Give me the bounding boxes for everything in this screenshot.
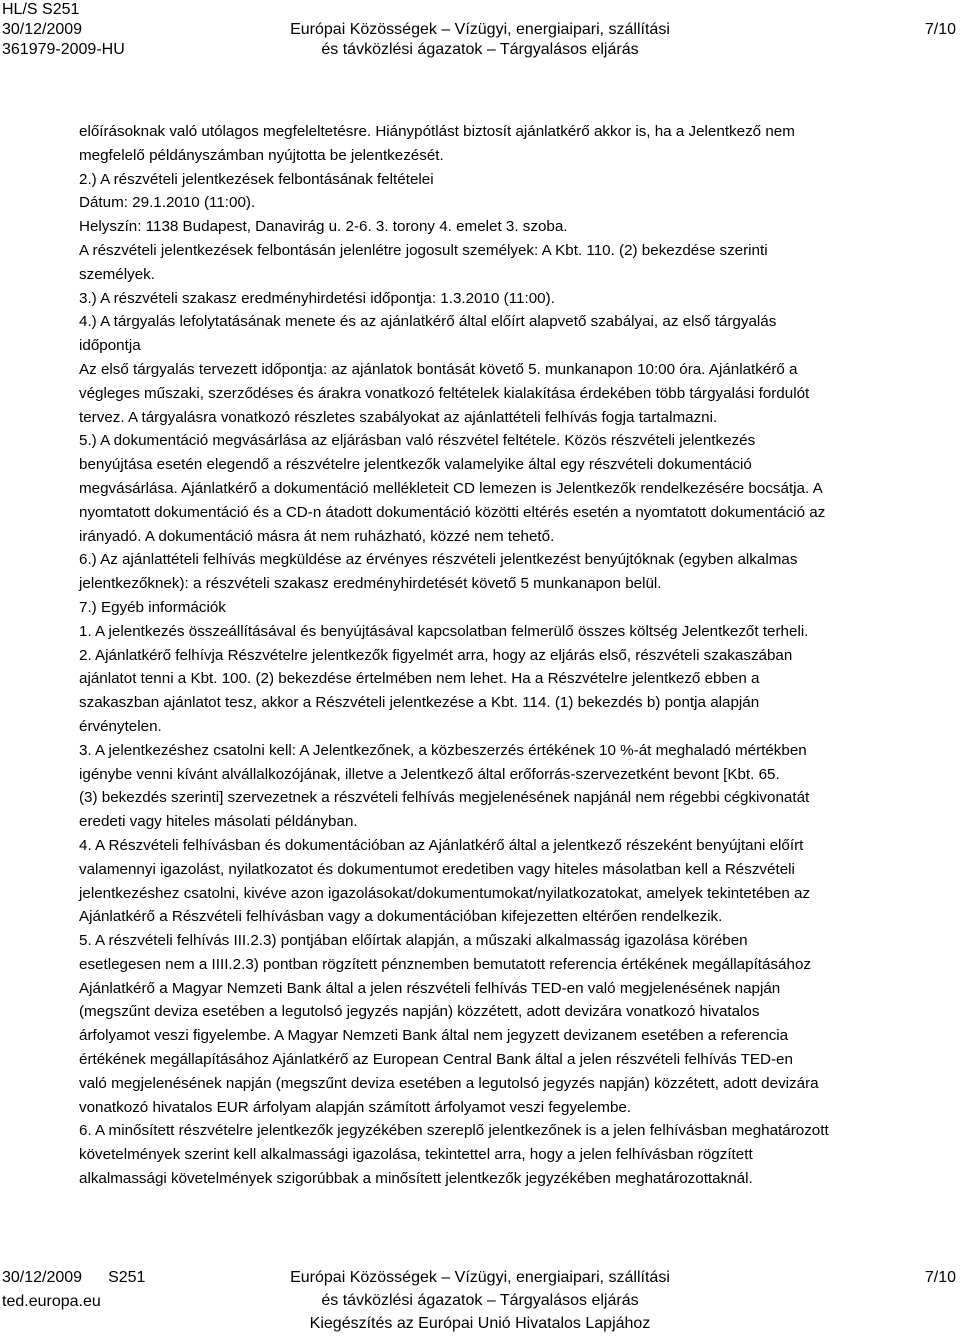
body-line: valamennyi igazolást, nyilatkozatot és dokumentumot eredetiben vagy hiteles másolatban kell a Részvételi xyxy=(79,860,795,878)
body-line: követelmények szerint kell alkalmassági igazolása, tekintettel arra, hogy a jelen felhívásban rögzített xyxy=(79,1146,753,1164)
body-line: Ajánlatkérő a Magyar Nemzeti Bank által a jelen részvételi felhívás TED-en való megjelenésének napján xyxy=(79,979,781,997)
body-line: Helyszín: 1138 Budapest, Danavirág u. 2-6. 3. torony 4. emelet 3. szoba. xyxy=(79,218,568,236)
footer-page-number: 7/10 xyxy=(924,1269,956,1286)
header-date: 30/12/2009 xyxy=(2,21,83,38)
footer-site: ted.europa.eu xyxy=(2,1293,101,1310)
body-line: igénybe venni kívánt alvállalkozójának, illetve a Jelentkező által erőforrás-szervezetként bevont [Kbt. 65. xyxy=(79,765,780,783)
body-line: eredeti vagy hiteles másolati példányban. xyxy=(79,813,358,831)
body-line: 4. A Részvételi felhívásban és dokumentációban az Ajánlatkérő által a jelentkező részeként benyújtani előírt xyxy=(79,836,804,854)
body-line: Ajánlatkérő a Részvételi felhívásban vagy a dokumentációban kifejezetten eltérően rendelkezik. xyxy=(79,908,723,926)
body-line: ajánlatot tenni a Kbt. 100. (2) bekezdése értelmében nem lehet. Ha a Részvételre jelentkező ebben a xyxy=(79,670,760,688)
footer-title-line3: Kiegészítés az Európai Unió Hivatalos Lapjához xyxy=(309,1315,651,1332)
body-line: 2. Ajánlatkérő felhívja Részvételre jelentkezők figyelmét arra, hogy az eljárás első, részvételi szakaszában xyxy=(79,646,793,664)
body-line: 3.) A részvételi szakasz eredményhirdetési időpontja: 1.3.2010 (11:00). xyxy=(79,289,555,307)
footer-issue: S251 xyxy=(108,1269,146,1286)
body-line: 5.) A dokumentáció megvásárlása az eljárásban való részvétel feltétele. Közös részvételi jelentkezés xyxy=(79,432,756,450)
body-line: való megjelenésének napján (megszűnt deviza esetében a legutolsó jegyzés napján) közzétett, adott devizára xyxy=(79,1074,819,1092)
footer-title xyxy=(0,1266,960,1335)
body-line: 6.) Az ajánlattételi felhívás megküldése az érvényes részvételi jelentkezést benyújtóknak (egyben alkalmas xyxy=(79,551,798,569)
notice-number: 361979-2009-HU xyxy=(2,41,125,58)
body-line: időpontja xyxy=(79,337,141,355)
body-line: 3. A jelentkezéshez csatolni kell: A Jelentkezőnek, a közbeszerzés értékének 10 %-át meghaladó mértékben xyxy=(79,741,807,759)
body-line: (megszűnt deviza esetében a legutolsó jegyzés napján) közzétett, adott devizára vonatkozó hivatalos xyxy=(79,1003,760,1021)
body-line: 7.) Egyéb információk xyxy=(79,598,226,616)
page-footer xyxy=(0,1266,960,1338)
body-line: megvásárlása. Ajánlatkérő a dokumentáció mellékleteit CD lemezen is Jelentkezők rendelkezésére bocsátja. A xyxy=(79,479,823,497)
body-line: tervez. A tárgyalásra vonatkozó részletes szabályokat az ajánlattételi felhívás fogja tartalmazni. xyxy=(79,408,718,426)
body-line: 4.) A tárgyalás lefolytatásának menete és az ajánlatkérő által előírt alapvető szabályai, az első tárgyalás xyxy=(79,313,777,331)
body-line: benyújtása esetén elegendő a részvételre jelentkezők valamelyike által egy részvételi dokumentáció xyxy=(79,456,752,474)
header-title xyxy=(0,0,960,60)
body-line: 5. A részvételi felhívás III.2.3) pontjában előírtak alapján, a műszaki alkalmasság igazolása körében xyxy=(79,932,748,950)
doc-id: HL/S S251 xyxy=(2,1,80,18)
body-line: nyomtatott dokumentáció és a CD-n átadott dokumentáció közötti eltérés esetén a nyomtatott dokumentáció az xyxy=(79,503,826,521)
body-line: A részvételi jelentkezések felbontásán jelenlétre jogosult személyek: A Kbt. 110. (2) bekezdése szerinti xyxy=(79,241,768,259)
body-line: 1. A jelentkezés összeállításával és benyújtásával kapcsolatban felmerülő összes költség Jelentkezőt terheli. xyxy=(79,622,809,640)
body-line: (3) bekezdés szerinti] szervezetnek a részvételi felhívás megjelenésének napjánál nem régebbi cégkivonatát xyxy=(79,789,810,807)
header-title-line2: és távközlési ágazatok – Tárgyalásos eljárás xyxy=(321,41,639,58)
body-line: végleges műszaki, szerződéses és árakra vonatkozó feltételek kialakítása érdekében több tárgyalási fordulót xyxy=(79,384,810,402)
header-title-line1: Európai Közösségek – Vízügyi, energiaipari, szállítási xyxy=(290,21,670,38)
body-line: értékének megállapításához Ajánlatkérő az European Central Bank által a jelen részvételi felhívás TED-en xyxy=(79,1051,793,1069)
body-line: 6. A minősített részvételre jelentkezők jegyzékében szereplő jelentkezőnek is a jelen felhívásban meghatározott xyxy=(79,1122,829,1140)
page-header xyxy=(0,0,960,64)
body-line: jelentkezőknek): a részvételi szakasz eredményhirdetését követő 5 munkanapon belül. xyxy=(79,575,662,593)
footer-title-line2: és távközlési ágazatok – Tárgyalásos eljárás xyxy=(321,1292,639,1309)
body-line: jelentkezéshez csatolni, kivéve azon igazolásokat/dokumentumokat/nyilatkozatokat, amelyek tekintetében az xyxy=(79,884,811,902)
body-line: Dátum: 29.1.2010 (11:00). xyxy=(79,194,256,212)
body-line: érvénytelen. xyxy=(79,717,162,735)
body-line: előírásoknak való utólagos megfeleltetésre. Hiánypótlást biztosít ajánlatkérő akkor is, ha a Jelentkező nem xyxy=(79,123,795,140)
body-line: szakaszban ajánlatot tesz, akkor a Részvételi jelentkezése a Kbt. 114. (1) bekezdés b) pontja alapján xyxy=(79,694,760,712)
footer-date: 30/12/2009 xyxy=(2,1269,83,1286)
body-line: irányadó. A dokumentáció másra át nem ruházható, közzé nem tehető. xyxy=(79,527,555,545)
body-line: Az első tárgyalás tervezett időpontja: az ajánlatok bontását követő 5. munkanapon 10:00 óra. Ajánlatkérő a xyxy=(79,360,798,378)
body-line: megfelelő példányszámban nyújtotta be jelentkezését. xyxy=(79,146,444,164)
body-line: vonatkozó hivatalos EUR árfolyam alapján számított árfolyamot veszi fegyelembe. xyxy=(79,1098,632,1116)
header-page-number: 7/10 xyxy=(924,21,956,38)
document-body xyxy=(79,120,941,1191)
footer-title-line1: Európai Közösségek – Vízügyi, energiaipari, szállítási xyxy=(290,1269,670,1286)
body-line: személyek. xyxy=(79,265,155,283)
body-line: esetlegesen nem a IIII.2.3) pontban rögzített pénznemben bemutatott referencia értékének megállapításához xyxy=(79,955,811,973)
body-line: árfolyamot veszi figyelembe. A Magyar Nemzeti Bank által nem jegyzett devizanem esetében a referencia xyxy=(79,1027,789,1045)
body-line: 2.) A részvételi jelentkezések felbontásának feltételei xyxy=(79,170,434,188)
body-line: alkalmassági követelmények szigorúbbak a minősített jelentkezők jegyzékében meghatározottaknál. xyxy=(79,1170,753,1188)
